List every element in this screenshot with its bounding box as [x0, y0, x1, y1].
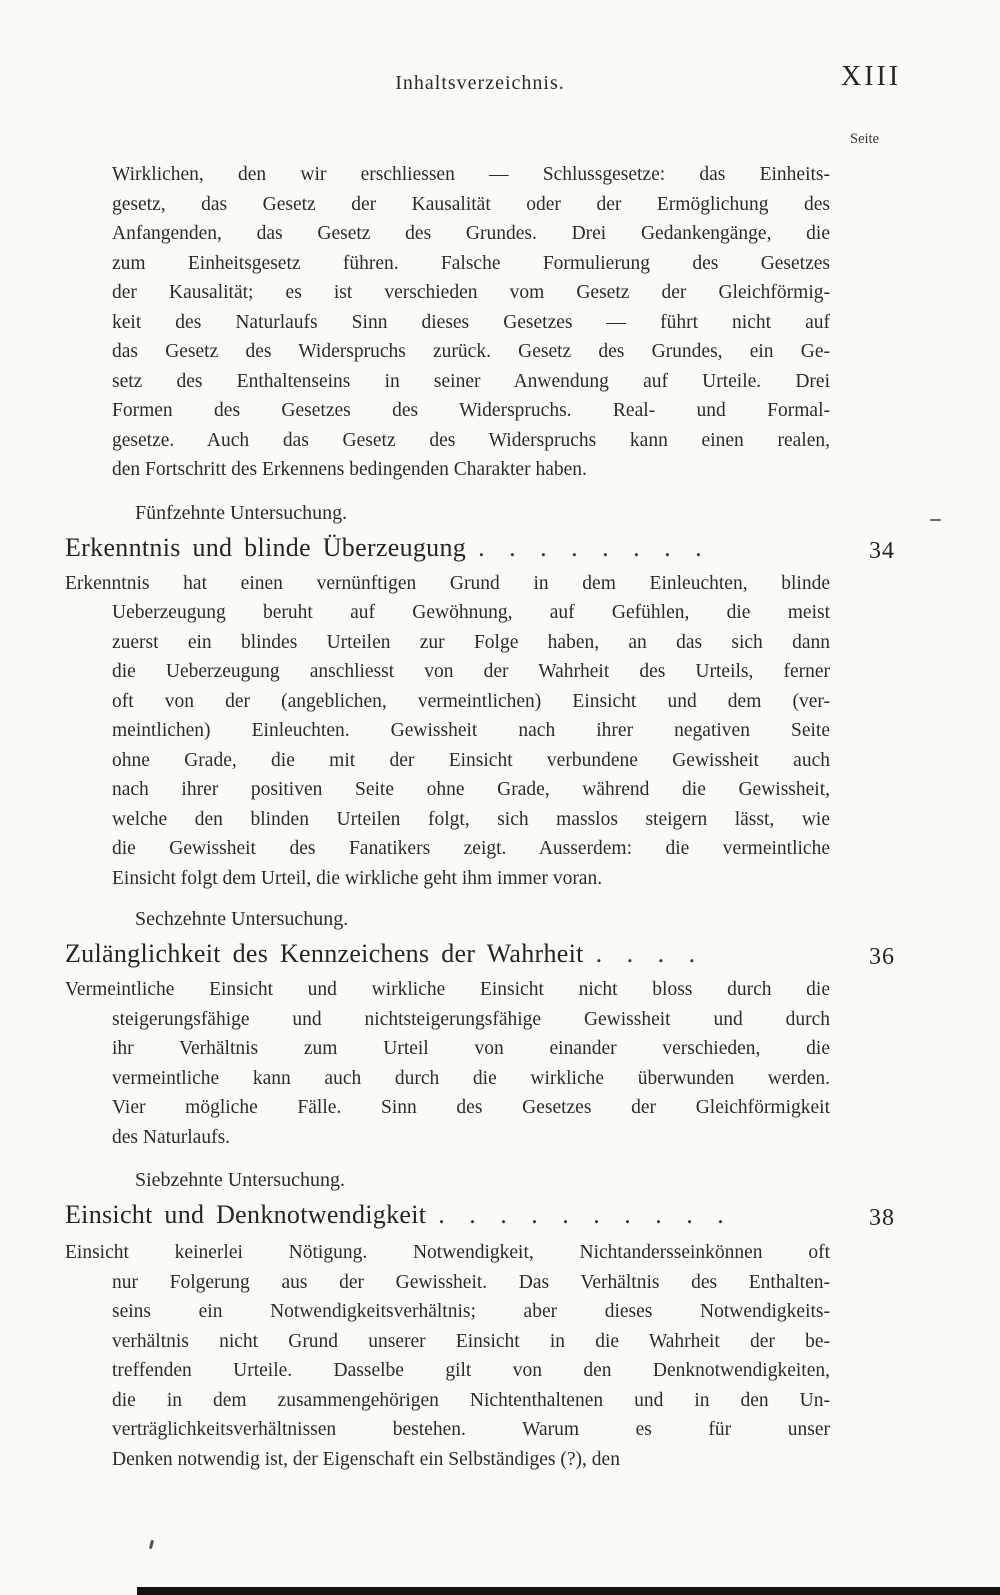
- toc-entry: [65, 936, 895, 972]
- toc-paragraph-summary: [65, 975, 830, 1152]
- dot-leader: . . . . . . . . . .: [438, 1200, 733, 1229]
- page-number-roman: XIII: [841, 61, 902, 92]
- entry-title: Einsicht und Denknotwendigkeit: [65, 1200, 427, 1229]
- toc-line: Vermeintliche Einsicht und wirkliche Einsicht nicht bloss durch die: [65, 979, 830, 1000]
- dot-leader: . . . . . . . .: [478, 532, 711, 562]
- running-head-title: Inhaltsverzeichnis.: [395, 72, 565, 94]
- toc-line: treffenden Urteile. Dasselbe gilt von den Denknotwendigkeiten,: [112, 1360, 830, 1381]
- section-subheading: Siebzehnte Untersuchung.: [135, 1169, 345, 1191]
- toc-line: die Ueberzeugung anschliesst von der Wahrheit des Urteils, ferner: [112, 661, 830, 682]
- toc-line: die Gewissheit des Fanatikers zeigt. Ausserdem: die vermeintliche: [112, 838, 830, 859]
- scan-artifact-dash: [930, 519, 941, 521]
- toc-line: verhältnis nicht Grund unserer Einsicht in die Wahrheit der be-: [112, 1330, 830, 1352]
- toc-line: das Gesetz des Widerspruchs zurück. Gesetz des Grundes, ein Ge-: [112, 341, 830, 362]
- toc-line: welche den blinden Urteilen folgt, sich masslos steigern lässt, wie: [112, 808, 830, 830]
- seite-column-label: Seite: [850, 131, 879, 147]
- toc-line: oft von der (angeblichen, vermeintlichen) Einsicht und dem (ver-: [112, 690, 830, 712]
- toc-line: der Kausalität; es ist verschieden vom Gesetz der Gleichförmig-: [112, 282, 830, 303]
- toc-line: nur Folgerung aus der Gewissheit. Das Verhältnis des Enthalten-: [112, 1271, 830, 1293]
- toc-line: vermeintliche kann auch durch die wirkliche überwunden werden.: [112, 1067, 830, 1089]
- scan-artifact-mark: [149, 1540, 154, 1549]
- dot-leader: . . . .: [595, 939, 705, 968]
- toc-entry: [65, 1197, 895, 1233]
- entry-page-number: 36: [869, 944, 895, 970]
- entry-page-number: 38: [869, 1205, 895, 1231]
- toc-line: verträglichkeitsverhältnissen bestehen. Warum es für unser: [112, 1419, 830, 1440]
- toc-line: Einsicht keinerlei Nötigung. Notwendigkeit, Nichtandersseinkönnen oft: [65, 1242, 830, 1263]
- toc-entry: [65, 530, 895, 566]
- toc-line: steigerungsfähige und nichtsteigerungsfähige Gewissheit und durch: [112, 1008, 830, 1030]
- toc-line: ihr Verhältnis zum Urteil von einander verschieden, die: [112, 1038, 830, 1059]
- toc-line: Wirklichen, den wir erschliessen — Schlussgesetze: das Einheits-: [112, 164, 830, 185]
- section-subheading: Fünfzehnte Untersuchung.: [135, 501, 348, 524]
- toc-line: die in dem zusammengehörigen Nichtenthaltenen und in den Un-: [112, 1389, 830, 1411]
- toc-line: meintlichen) Einleuchten. Gewissheit nach ihrer negativen Seite: [112, 720, 830, 741]
- toc-line: seins ein Notwendigkeitsverhältnis; aber dieses Notwendigkeits-: [112, 1301, 830, 1322]
- entry-page-number: 34: [869, 537, 895, 564]
- toc-line: Vier mögliche Fälle. Sinn des Gesetzes der Gleichförmigkeit: [112, 1097, 830, 1118]
- section-subheading: Sechzehnte Untersuchung.: [135, 908, 349, 930]
- toc-line: keit des Naturlaufs Sinn dieses Gesetzes — führt nicht auf: [112, 311, 830, 333]
- toc-line: Einsicht folgt dem Urteil, die wirkliche geht ihm immer voran.: [112, 867, 603, 889]
- toc-content: [65, 160, 895, 1474]
- toc-paragraph-summary: [65, 1238, 830, 1474]
- toc-line: Erkenntnis hat einen vernünftigen Grund in dem Einleuchten, blinde: [65, 572, 830, 594]
- toc-paragraph-continuation: [65, 160, 830, 485]
- toc-line: gesetz, das Gesetz der Kausalität oder der Ermöglichung des: [112, 193, 830, 215]
- toc-line: zuerst ein blindes Urteilen zur Folge haben, an das sich dann: [112, 631, 830, 653]
- entry-title: Erkenntnis und blinde Überzeugung: [65, 532, 467, 562]
- entry-title: Zulänglichkeit des Kennzeichens der Wahrheit: [65, 939, 584, 968]
- toc-line: Denken notwendig ist, der Eigenschaft ein Selbständiges (?), den: [112, 1448, 620, 1470]
- toc-line: gesetze. Auch das Gesetz des Widerspruchs kann einen realen,: [112, 429, 830, 451]
- toc-line: Ueberzeugung beruht auf Gewöhnung, auf Gefühlen, die meist: [112, 602, 830, 623]
- toc-line: setz des Enthaltenseins in seiner Anwendung auf Urteile. Drei: [112, 370, 830, 392]
- toc-line: des Naturlaufs.: [112, 1126, 231, 1148]
- scan-artifact-bottom-bar: [137, 1587, 1000, 1595]
- toc-line: nach ihrer positiven Seite ohne Grade, während die Gewissheit,: [112, 779, 830, 800]
- toc-line: ohne Grade, die mit der Einsicht verbundene Gewissheit auch: [112, 749, 830, 771]
- toc-line: zum Einheitsgesetz führen. Falsche Formulierung des Gesetzes: [112, 252, 830, 274]
- toc-line: Formen des Gesetzes des Widerspruchs. Real- und Formal-: [112, 400, 830, 421]
- toc-line: Anfangenden, das Gesetz des Grundes. Drei Gedankengänge, die: [112, 223, 830, 244]
- toc-paragraph-summary: [65, 569, 830, 894]
- toc-line: den Fortschritt des Erkennens bedingenden Charakter haben.: [112, 459, 587, 480]
